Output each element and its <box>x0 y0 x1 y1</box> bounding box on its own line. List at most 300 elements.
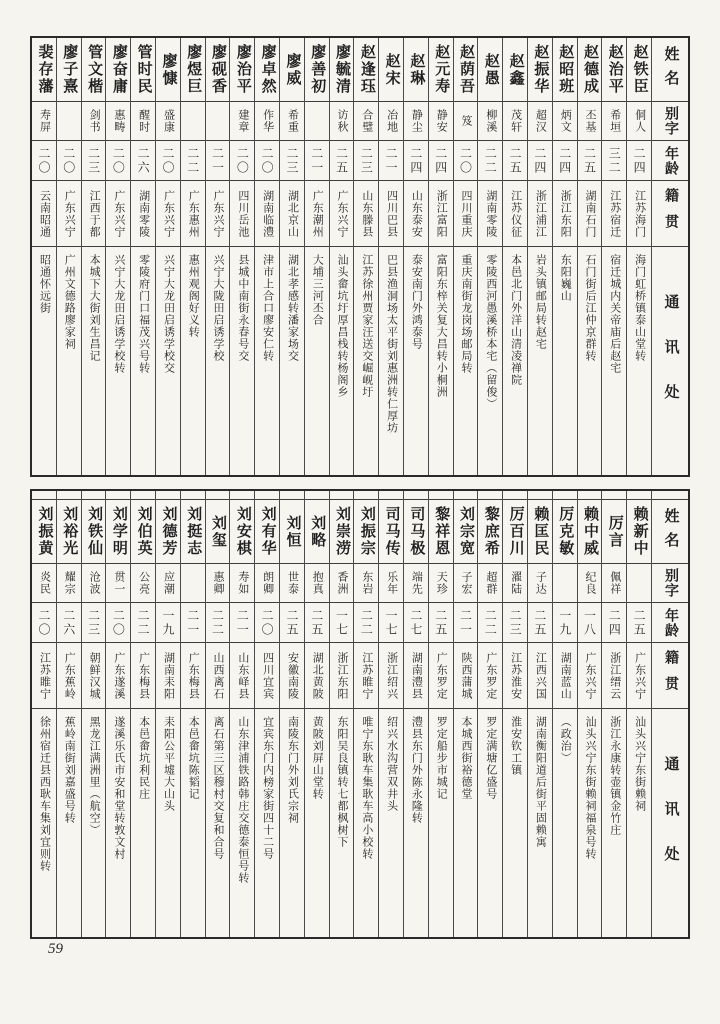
alias-cell: 超群 <box>478 564 502 603</box>
native-cell: 广东蕉岭 <box>57 643 81 709</box>
contact-cell: 泰安南门外鸿泰号 <box>410 254 423 350</box>
contact-cell: 零陵西河愚溪桥本宅（留俊） <box>484 254 497 410</box>
alias-cell: 子达 <box>528 564 552 603</box>
alias-cell: 炎民 <box>32 564 56 603</box>
name-cell: 刘崇涝 <box>330 500 354 564</box>
name-cell: 赵元寿 <box>429 38 453 102</box>
age-cell: 二五 <box>280 603 304 643</box>
pad-cell <box>131 491 155 500</box>
header-age-label: 年龄 <box>652 141 688 181</box>
pad-cell <box>652 491 688 500</box>
name-cell: 刘振宗 <box>354 500 378 564</box>
native-cell: 浙江缙云 <box>602 643 626 709</box>
age-cell: 一七 <box>330 603 354 643</box>
contact-cell: 巴县渔洞场太平街刘惠洲转仁厚坊 <box>385 254 398 434</box>
entry-column <box>156 491 181 937</box>
contact-cell: 惠州观阁好义转 <box>187 254 200 338</box>
name-cell: 刘德芳 <box>156 500 180 564</box>
age-cell: 二〇 <box>454 141 478 181</box>
contact-cell: 淮安钦工镇 <box>509 716 522 776</box>
entry-column <box>82 38 107 475</box>
name-cell: 厉百川 <box>503 500 527 564</box>
name-cell: 厉克敏 <box>553 500 577 564</box>
name-cell: 赵铁臣 <box>627 38 651 102</box>
name-cell: 赵德成 <box>578 38 602 102</box>
age-cell: 二〇 <box>106 603 130 643</box>
native-cell: 广东惠州 <box>181 181 205 247</box>
age-cell: 一九 <box>553 603 577 643</box>
name-cell: 赵逢珏 <box>354 38 378 102</box>
name-cell: 裴存藩 <box>32 38 56 102</box>
native-cell: 广东罗定 <box>478 643 502 709</box>
native-cell: 湖北京山 <box>280 181 304 247</box>
alias-cell: 丕基 <box>578 102 602 141</box>
pad-cell <box>578 491 602 500</box>
name-cell: 赖中威 <box>578 500 602 564</box>
alias-cell: 柳溪 <box>478 102 502 141</box>
header-contact-label: 通讯处 <box>662 293 679 429</box>
age-cell: 二六 <box>57 603 81 643</box>
pad-cell <box>330 491 354 500</box>
contact-cell: 耒阳公平墟大山头 <box>162 716 175 812</box>
alias-cell: 公亮 <box>131 564 155 603</box>
contact-cell: 唯宁东耿车集耿车高小校转 <box>360 716 373 860</box>
header-native-label: 籍贯 <box>652 643 688 709</box>
native-cell: 广东兴宁 <box>106 181 130 247</box>
native-cell: 广东兴宁 <box>206 181 230 247</box>
alias-cell: 剑书 <box>82 102 106 141</box>
header-name-label: 姓名 <box>652 38 688 102</box>
entry-column <box>478 491 503 937</box>
age-cell: 二〇 <box>106 141 130 181</box>
alias-cell: 应潮 <box>156 564 180 603</box>
contact-cell: 重庆南街龙岗场邮局转 <box>460 254 473 374</box>
entry-column <box>627 38 652 475</box>
entry-column <box>32 38 57 475</box>
native-cell: 湖南蓝山 <box>553 643 577 709</box>
age-cell: 二五 <box>305 603 329 643</box>
name-cell: 刘裕光 <box>57 500 81 564</box>
age-cell: 二一 <box>305 141 329 181</box>
alias-cell: 寿屏 <box>32 102 56 141</box>
alias-cell: 耀宗 <box>57 564 81 603</box>
native-cell: 广东兴宁 <box>578 643 602 709</box>
entry-column <box>354 491 379 937</box>
name-cell: 赖匡民 <box>528 500 552 564</box>
name-cell: 黎祥恩 <box>429 500 453 564</box>
page-number: 59 <box>48 941 63 957</box>
contact-cell: 昭通怀远街 <box>38 254 51 314</box>
name-cell: 刘挺志 <box>181 500 205 564</box>
alias-cell: 乐年 <box>379 564 403 603</box>
contact-cell: 东阳巍山 <box>559 254 572 302</box>
alias-cell: 炳文 <box>553 102 577 141</box>
contact-cell: 罗定船步市城记 <box>435 716 448 800</box>
entry-column <box>404 38 429 475</box>
alias-cell: 惠卿 <box>206 564 230 603</box>
native-cell: 浙江浦江 <box>528 181 552 247</box>
contact-cell: 澧县东门外陈永隆转 <box>410 716 423 824</box>
entry-column <box>379 38 404 475</box>
name-cell: 刘宗宽 <box>454 500 478 564</box>
entry-column <box>528 491 553 937</box>
contact-cell: 大埔三河丕合 <box>311 254 324 326</box>
contact-cell: 富阳东梓关复大昌转小桐洲 <box>435 254 448 398</box>
pad-cell <box>206 491 230 500</box>
contact-cell: 兴宁大陇田启诱学校 <box>212 254 225 362</box>
entry-column <box>255 491 280 937</box>
pad-cell <box>181 491 205 500</box>
contact-cell: 蕉岭南街刘嘉盛号转 <box>63 716 76 824</box>
alias-cell: 东岩 <box>354 564 378 603</box>
native-cell: 湖南澧县 <box>404 643 428 709</box>
entry-column <box>255 38 280 475</box>
name-cell: 赵琳 <box>404 38 428 102</box>
entry-column <box>230 38 255 475</box>
entry-column <box>528 38 553 475</box>
pad-cell <box>305 491 329 500</box>
name-cell: 赵宋 <box>379 38 403 102</box>
native-cell: 山东峄县 <box>230 643 254 709</box>
pad-cell <box>478 491 502 500</box>
age-cell: 二七 <box>404 603 428 643</box>
alias-cell: 访秋 <box>330 102 354 141</box>
entry-column <box>354 38 379 475</box>
contact-cell: 汕头兴宁东街赖祠福泉号转 <box>584 716 596 860</box>
age-cell: 二六 <box>131 141 155 181</box>
name-cell: 廖治平 <box>230 38 254 102</box>
directory-table-top <box>30 36 690 477</box>
native-cell: 四川巴县 <box>379 181 403 247</box>
age-cell: 二〇 <box>156 141 180 181</box>
age-cell: 二五 <box>627 603 651 643</box>
contact-cell: 宜宾东门内榜家街四十二号 <box>261 716 274 860</box>
contact-cell: 山东津浦铁路韩庄交德泰恒号转 <box>236 716 249 884</box>
pad-cell <box>379 491 403 500</box>
contact-cell: 湖南衡阳道后街平固赖寓 <box>534 716 547 848</box>
alias-cell: 香洲 <box>330 564 354 603</box>
name-cell: 管文楷 <box>82 38 106 102</box>
native-cell: 安徽南陵 <box>280 643 304 709</box>
alias-cell: 醒时 <box>131 102 155 141</box>
name-cell: 廖毓清 <box>330 38 354 102</box>
alias-cell: 沧波 <box>82 564 106 603</box>
contact-cell: 津市上合口廖安仁转 <box>261 254 274 362</box>
pad-cell <box>57 491 81 500</box>
alias-cell: 合璧 <box>354 102 378 141</box>
entry-column <box>578 491 603 937</box>
native-cell: 江苏仪征 <box>503 181 527 247</box>
name-cell: 廖煜巨 <box>181 38 205 102</box>
native-cell: 山西离石 <box>206 643 230 709</box>
native-cell: 浙江绍兴 <box>379 643 403 709</box>
contact-cell: 浙江永康转壶镇金竹庄 <box>608 716 621 836</box>
contact-cell: 本城下大街刘生昌记 <box>88 254 101 362</box>
entry-column <box>454 491 479 937</box>
entry-column <box>578 38 603 475</box>
name-cell: 司马极 <box>404 500 428 564</box>
age-cell: 二五 <box>528 603 552 643</box>
native-cell: 广东梅县 <box>181 643 205 709</box>
native-cell: 浙江东阳 <box>553 181 577 247</box>
native-cell: 广东兴宁 <box>330 181 354 247</box>
native-cell: 山东泰安 <box>404 181 428 247</box>
alias-cell <box>57 102 81 141</box>
native-cell: 广东遂溪 <box>106 643 130 709</box>
age-cell: 二〇 <box>32 141 56 181</box>
age-cell: 二〇 <box>57 141 81 181</box>
entry-column <box>503 491 528 937</box>
name-cell: 司马传 <box>379 500 403 564</box>
age-cell: 一九 <box>156 603 180 643</box>
pad-cell <box>230 491 254 500</box>
entry-column <box>305 38 330 475</box>
age-cell: 二〇 <box>255 603 279 643</box>
alias-cell: 寿如 <box>230 564 254 603</box>
native-cell: 广东罗定 <box>429 643 453 709</box>
name-cell: 赵愚 <box>478 38 502 102</box>
age-cell: 二四 <box>404 141 428 181</box>
name-cell: 赖新中 <box>627 500 651 564</box>
pad-cell <box>454 491 478 500</box>
entry-column <box>280 38 305 475</box>
native-cell: 四川宜宾 <box>255 643 279 709</box>
alias-cell <box>181 564 205 603</box>
name-cell: 赵治平 <box>602 38 626 102</box>
entry-column <box>131 491 156 937</box>
age-cell: 二一 <box>206 141 230 181</box>
age-cell: 二二 <box>478 603 502 643</box>
age-cell: 三二 <box>602 141 626 181</box>
alias-cell: 冶地 <box>379 102 403 141</box>
entry-column <box>553 38 578 475</box>
native-cell: 江苏睢宁 <box>32 643 56 709</box>
name-cell: 廖善初 <box>305 38 329 102</box>
entry-column <box>106 38 131 475</box>
pad-cell <box>602 491 626 500</box>
native-cell: 广东兴宁 <box>156 181 180 247</box>
age-cell: 二四 <box>602 603 626 643</box>
alias-cell: 天珍 <box>429 564 453 603</box>
alias-cell <box>627 564 651 603</box>
pad-cell <box>32 491 56 500</box>
age-cell: 一七 <box>379 603 403 643</box>
contact-cell: 石门街后江仲京群转 <box>584 254 596 362</box>
contact-cell: 兴宁大龙田启诱学校转 <box>112 254 125 374</box>
name-cell: 刘略 <box>305 500 329 564</box>
age-cell: 二四 <box>429 141 453 181</box>
contact-cell: （政治） <box>559 716 572 764</box>
alias-cell: 纪良 <box>578 564 602 603</box>
age-cell: 一八 <box>578 603 602 643</box>
age-cell: 二四 <box>627 141 651 181</box>
contact-cell: 黄陂刘屏山堂转 <box>311 716 324 800</box>
directory-table-bottom <box>30 489 690 939</box>
native-cell: 湖南临澧 <box>255 181 279 247</box>
name-cell: 赵鑫 <box>503 38 527 102</box>
alias-cell: 世泰 <box>280 564 304 603</box>
name-cell: 赵昭班 <box>553 38 577 102</box>
name-cell: 赵荫吾 <box>454 38 478 102</box>
native-cell: 浙江东阳 <box>330 643 354 709</box>
age-cell: 二二 <box>206 603 230 643</box>
name-cell: 赵振华 <box>528 38 552 102</box>
pad-cell <box>106 491 130 500</box>
entry-column <box>181 38 206 475</box>
alias-cell: 静尘 <box>404 102 428 141</box>
contact-cell: 广州文德路廖家祠 <box>63 254 76 350</box>
alias-cell: 惠畴 <box>106 102 130 141</box>
contact-cell: 离石第三区穆村交复和合号 <box>212 716 225 860</box>
contact-cell: 零陵府门口福茂兴号转 <box>137 254 150 374</box>
entry-column <box>454 38 479 475</box>
native-cell: 四川重庆 <box>454 181 478 247</box>
alias-cell: 建章 <box>230 102 254 141</box>
entry-column <box>57 491 82 937</box>
contact-cell: 南陵东门外刘氏宗祠 <box>286 716 299 824</box>
name-cell: 廖威 <box>280 38 304 102</box>
age-cell: 二二 <box>354 603 378 643</box>
contact-cell: 徐州宿迁县西耿车集刘宜则转 <box>38 716 51 872</box>
native-cell: 广东梅县 <box>131 643 155 709</box>
pad-cell <box>82 491 106 500</box>
contact-cell: 绍兴水沟营双井头 <box>385 716 398 812</box>
contact-cell: 本城西街裕德堂 <box>460 716 473 800</box>
native-cell: 朝鲜汉城 <box>82 643 106 709</box>
name-cell: 厉言 <box>602 500 626 564</box>
native-cell: 湖南零陵 <box>478 181 502 247</box>
pad-cell <box>528 491 552 500</box>
alias-cell <box>553 564 577 603</box>
contact-cell: 兴宁大龙田启诱学校交 <box>162 254 175 374</box>
alias-cell: 子宏 <box>454 564 478 603</box>
entry-column <box>429 491 454 937</box>
alias-cell <box>181 102 205 141</box>
entry-column <box>156 38 181 475</box>
entry-column <box>206 491 231 937</box>
native-cell: 江西于都 <box>82 181 106 247</box>
alias-cell: 希重 <box>280 102 304 141</box>
age-cell: 二四 <box>553 141 577 181</box>
alias-cell: 抱真 <box>305 564 329 603</box>
age-cell: 二五 <box>578 141 602 181</box>
alias-cell: 佩祥 <box>602 564 626 603</box>
name-cell: 刘玺 <box>206 500 230 564</box>
header-age-label: 年龄 <box>652 603 688 643</box>
native-cell: 江苏宿迁 <box>602 181 626 247</box>
contact-cell: 宿迁城内关帝庙后赵宅 <box>608 254 621 374</box>
header-column <box>652 491 688 937</box>
contact-cell: 汕头兴宁东街赖祠 <box>633 716 646 812</box>
header-alias-label: 别字 <box>652 102 688 141</box>
entry-column <box>131 38 156 475</box>
entry-column <box>82 491 107 937</box>
age-cell: 二三 <box>82 141 106 181</box>
name-cell: 刘学明 <box>106 500 130 564</box>
name-cell: 刘振黄 <box>32 500 56 564</box>
age-cell: 二一 <box>181 603 205 643</box>
contact-cell: 县城中南街永春号交 <box>236 254 249 362</box>
age-cell: 二四 <box>528 141 552 181</box>
contact-cell: 海门虹桥镇泰山堂转 <box>633 254 646 362</box>
age-cell: 二三 <box>503 603 527 643</box>
contact-cell: 黑龙江满洲里（航空） <box>88 716 101 836</box>
age-cell: 二〇 <box>32 603 56 643</box>
age-cell: 二五 <box>429 603 453 643</box>
name-cell: 刘安棋 <box>230 500 254 564</box>
name-cell: 廖慷 <box>156 38 180 102</box>
age-cell: 二一 <box>454 603 478 643</box>
contact-cell: 本邑畲坑陈韬记 <box>187 716 200 800</box>
pad-cell <box>280 491 304 500</box>
header-column <box>652 38 688 475</box>
alias-cell: 贯一 <box>106 564 130 603</box>
contact-cell: 岩头镇邮局转赵宅 <box>534 254 547 350</box>
header-native-label: 籍贯 <box>652 181 688 247</box>
native-cell: 江苏海门 <box>627 181 651 247</box>
alias-cell: 静安 <box>429 102 453 141</box>
native-cell: 广东兴宁 <box>57 181 81 247</box>
name-cell: 刘恒 <box>280 500 304 564</box>
age-cell: 二〇 <box>230 141 254 181</box>
contact-cell: 东阳吴良镇转七都枫树下 <box>336 716 349 848</box>
pad-cell <box>553 491 577 500</box>
name-cell: 廖卓然 <box>255 38 279 102</box>
entry-column <box>280 491 305 937</box>
native-cell: 四川岳池 <box>230 181 254 247</box>
age-cell: 二三 <box>354 141 378 181</box>
entry-column <box>305 491 330 937</box>
native-cell: 云南昭通 <box>32 181 56 247</box>
age-cell: 二二 <box>478 141 502 181</box>
age-cell: 二二 <box>131 603 155 643</box>
alias-cell: 朗卿 <box>255 564 279 603</box>
native-cell: 湖南零陵 <box>131 181 155 247</box>
age-cell: 二五 <box>503 141 527 181</box>
alias-cell <box>206 102 230 141</box>
entry-column <box>602 491 627 937</box>
contact-cell: 罗定满塘亿盛号 <box>484 716 497 800</box>
native-cell: 湖南耒阳 <box>156 643 180 709</box>
entry-column <box>32 491 57 937</box>
age-cell: 二三 <box>82 603 106 643</box>
entry-column <box>503 38 528 475</box>
age-cell: 二二 <box>181 141 205 181</box>
entry-column <box>379 491 404 937</box>
alias-cell: 端先 <box>404 564 428 603</box>
native-cell: 江苏睢宁 <box>354 643 378 709</box>
contact-cell: 汕头畲坑圩厚昌栈转杨阁乡 <box>336 254 349 398</box>
name-cell: 廖砚香 <box>206 38 230 102</box>
contact-cell: 湖北孝感转潘家场交 <box>286 254 299 362</box>
pad-cell <box>354 491 378 500</box>
name-cell: 刘铁仙 <box>82 500 106 564</box>
pad-cell <box>503 491 527 500</box>
alias-cell: 希垣 <box>602 102 626 141</box>
alias-cell: 笈 <box>454 102 478 141</box>
age-cell: 二三 <box>280 141 304 181</box>
pad-cell <box>627 491 651 500</box>
alias-cell <box>305 102 329 141</box>
entry-column <box>330 491 355 937</box>
pad-cell <box>429 491 453 500</box>
entry-column <box>602 38 627 475</box>
entry-column <box>106 491 131 937</box>
entry-column <box>429 38 454 475</box>
alias-cell: 侗人 <box>627 102 651 141</box>
name-cell: 刘伯英 <box>131 500 155 564</box>
contact-cell: 江苏徐州贾家汪送交崛岘圩 <box>360 254 373 398</box>
